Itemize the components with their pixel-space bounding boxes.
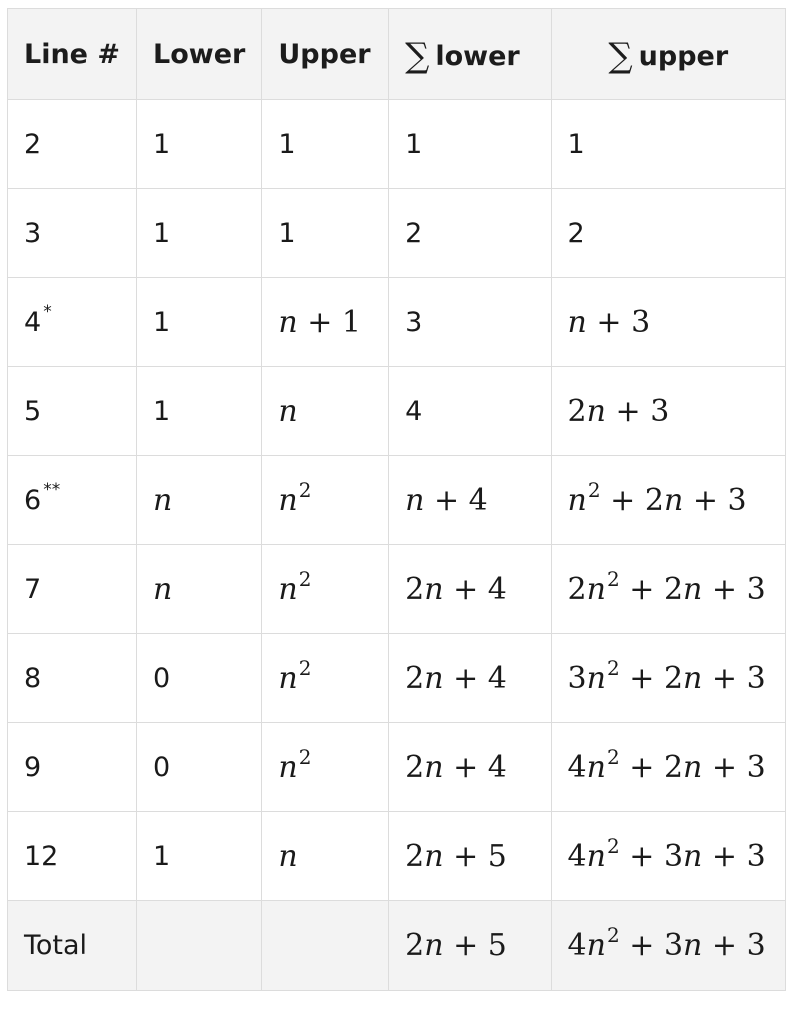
- cell-upper: $n^2$: [262, 634, 389, 723]
- cell-total-upper: [262, 901, 389, 991]
- header-lower: Lower: [137, 9, 262, 100]
- table-total-row: [8, 901, 786, 991]
- cell-total-sum-lower: 2n + 5: [389, 901, 551, 991]
- cell-total-label: Total: [8, 901, 137, 991]
- cell-line-number: 4 *: [8, 278, 137, 367]
- header-sum-upper: ∑ upper: [551, 9, 785, 100]
- cell-sum-upper: 2n + 3: [551, 367, 785, 456]
- sum-symbol-icon: ∑: [608, 36, 633, 76]
- cell-sum-upper: $4n^2 + 2n + 3$: [551, 723, 785, 812]
- cell-lower: 1: [137, 278, 262, 367]
- cell-sum-lower: n + 4: [389, 456, 551, 545]
- cell-lower: 0: [137, 634, 262, 723]
- cell-lower: 1: [137, 189, 262, 278]
- cell-line-number: 12: [8, 812, 137, 901]
- cell-sum-lower: 1: [389, 100, 551, 189]
- cell-line-number: 9: [8, 723, 137, 812]
- cell-upper: $n^2$: [262, 545, 389, 634]
- cell-lower: n: [137, 545, 262, 634]
- footnote-marker: *: [43, 301, 52, 322]
- cell-lower: 1: [137, 812, 262, 901]
- cell-line-number: 7: [8, 545, 137, 634]
- cell-sum-upper: $n^2 + 2n + 3$: [551, 456, 785, 545]
- table-row: [8, 100, 786, 189]
- table-body: [8, 100, 786, 991]
- cell-sum-upper: $3n^2 + 2n + 3$: [551, 634, 785, 723]
- table-row: [8, 812, 786, 901]
- table-row: [8, 634, 786, 723]
- table-header-row: [8, 9, 786, 100]
- cell-lower: 1: [137, 367, 262, 456]
- cell-sum-upper: $2n^2 + 2n + 3$: [551, 545, 785, 634]
- cell-sum-upper: 1: [551, 100, 785, 189]
- cell-upper: 1: [262, 100, 389, 189]
- cell-line-number: 8: [8, 634, 137, 723]
- cell-sum-lower: 4: [389, 367, 551, 456]
- table-row: [8, 189, 786, 278]
- cell-sum-lower: 2: [389, 189, 551, 278]
- complexity-table: [7, 8, 786, 991]
- cell-sum-lower: 2n + 5: [389, 812, 551, 901]
- cell-sum-lower: 2n + 4: [389, 545, 551, 634]
- cell-upper: $n^2$: [262, 456, 389, 545]
- complexity-table-container: [7, 8, 786, 991]
- table-row: [8, 456, 786, 545]
- cell-lower: 1: [137, 100, 262, 189]
- cell-line-number: 5: [8, 367, 137, 456]
- cell-total-lower: [137, 901, 262, 991]
- cell-sum-lower: 2n + 4: [389, 634, 551, 723]
- cell-sum-lower: 3: [389, 278, 551, 367]
- table-row: [8, 278, 786, 367]
- cell-upper: n + 1: [262, 278, 389, 367]
- sum-symbol-icon: ∑: [405, 36, 430, 76]
- cell-line-number: 2: [8, 100, 137, 189]
- footnote-marker: **: [43, 479, 61, 500]
- cell-sum-upper: n + 3: [551, 278, 785, 367]
- header-sum-lower: ∑ lower: [389, 9, 551, 100]
- table-row: [8, 723, 786, 812]
- cell-line-number: 3: [8, 189, 137, 278]
- cell-sum-upper: $4n^2 + 3n + 3$: [551, 812, 785, 901]
- cell-sum-upper: 2: [551, 189, 785, 278]
- cell-upper: $n^2$: [262, 723, 389, 812]
- cell-upper: n: [262, 367, 389, 456]
- cell-upper: n: [262, 812, 389, 901]
- cell-total-sum-upper: $4n^2 + 3n + 3$: [551, 901, 785, 991]
- header-line-number: Line #: [8, 9, 137, 100]
- cell-upper: 1: [262, 189, 389, 278]
- table-row: [8, 545, 786, 634]
- table-row: [8, 367, 786, 456]
- header-upper: Upper: [262, 9, 389, 100]
- cell-lower: n: [137, 456, 262, 545]
- cell-line-number: 6 **: [8, 456, 137, 545]
- cell-sum-lower: 2n + 4: [389, 723, 551, 812]
- cell-lower: 0: [137, 723, 262, 812]
